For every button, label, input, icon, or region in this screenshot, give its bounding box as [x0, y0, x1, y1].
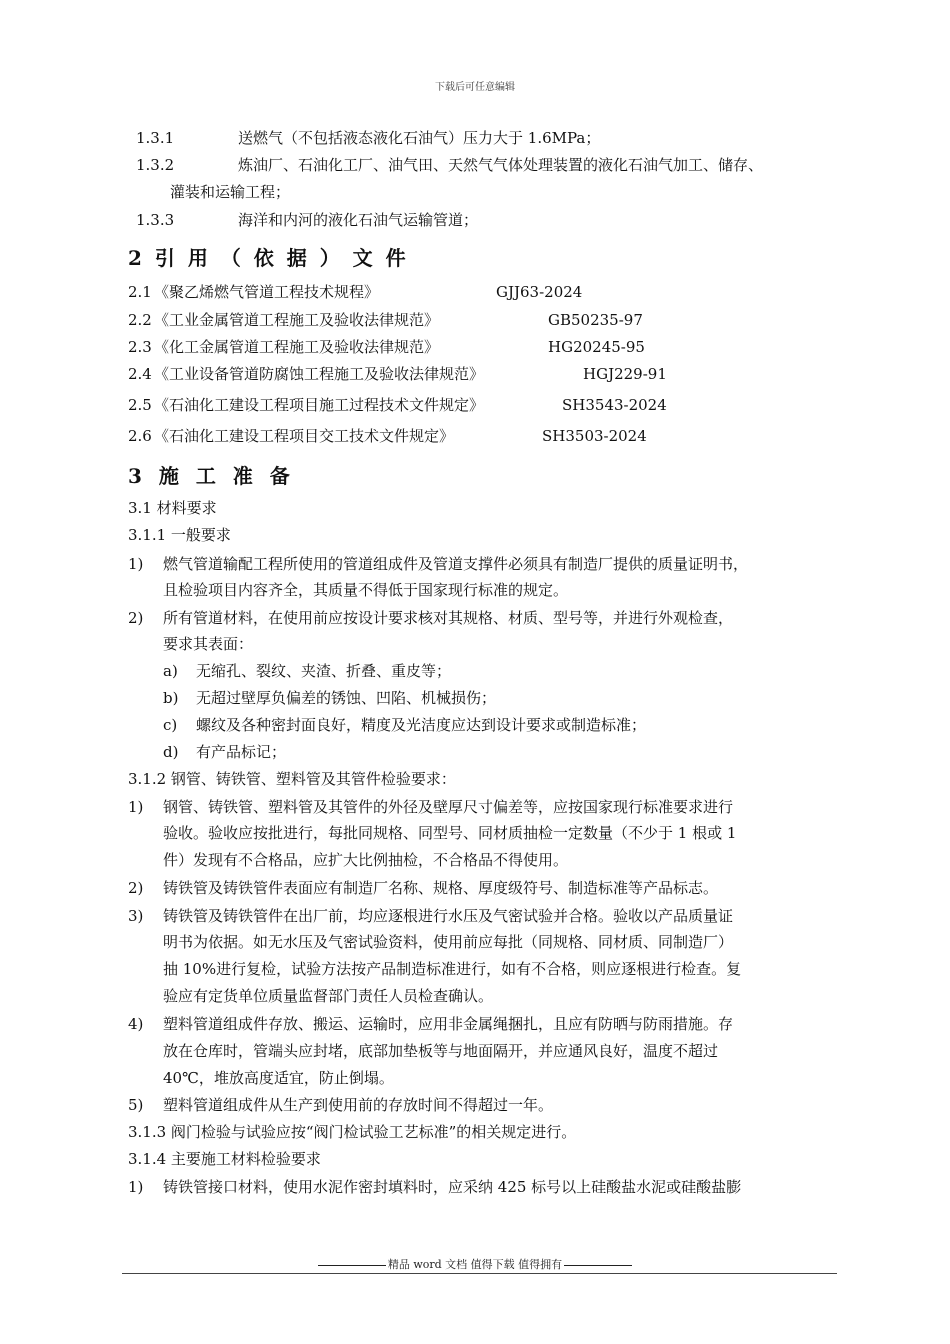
clause-text: 海洋和内河的液化石油气运输管道；	[238, 211, 479, 229]
sub-list-text: 有产品标记；	[196, 743, 287, 761]
reference-title: 《工业设备管道防腐蚀工程施工及验收法律规范》	[154, 365, 485, 383]
subsection-3-1-3: 3.1.3 阀门检验与试验应按“阀门检试验工艺标准”的相关规定进行。	[128, 1123, 577, 1141]
footer-dash-left	[318, 1265, 386, 1266]
list-number: 3)	[128, 907, 144, 925]
sub-list-letter: a)	[163, 662, 178, 680]
reference-code: GJJ63-2024	[496, 283, 583, 301]
paragraph-line: 抽 10%进行复检，试验方法按产品制造标准进行，如有不合格，则应逐根进行检查。复	[163, 960, 742, 978]
list-number: 1)	[128, 798, 144, 816]
paragraph-line: 明书为依据。如无水压及气密试验资料，使用前应每批（同规格、同材质、同制造厂）	[163, 933, 734, 951]
clause-1-3-1	[136, 128, 601, 148]
subsection-3-1: 3.1 材料要求	[128, 499, 217, 517]
paragraph-line: 放在仓库时，管端头应封堵，底部加垫板等与地面隔开，并应通风良好，温度不超过	[163, 1042, 719, 1060]
list-number: 1)	[128, 1178, 144, 1196]
footer-text: 精品 word 文档 值得下载 值得拥有	[387, 1258, 563, 1271]
list-number: 2)	[128, 609, 144, 627]
reference-item	[128, 282, 583, 302]
clause-number: 1.3.2	[136, 156, 175, 174]
footer-divider	[122, 1273, 837, 1274]
reference-code: SH3503-2024	[542, 427, 647, 445]
sub-list-text: 无超过壁厚负偏差的锈蚀、凹陷、机械损伤；	[196, 689, 497, 707]
reference-item	[128, 395, 667, 415]
clause-1-3-2	[136, 155, 764, 175]
paragraph-line: 且检验项目内容齐全，其质量不得低于国家现行标准的规定。	[163, 581, 569, 599]
reference-number: 2.3	[128, 338, 152, 356]
paragraph-line: 验收。验收应按批进行，每批同规格、同型号、同材质抽检一定数量（不少于 1 根或 1	[163, 824, 737, 842]
list-number: 2)	[128, 879, 144, 897]
clause-text: 送燃气（不包括液态液化石油气）压力大于 1.6MPa；	[238, 129, 601, 147]
paragraph-line: 塑料管道组成件存放、搬运、运输时，应用非金属绳捆扎，且应有防晒与防雨措施。存	[163, 1015, 734, 1033]
reference-item	[128, 337, 645, 357]
sub-list-letter: b)	[163, 689, 179, 707]
sub-list-text: 螺纹及各种密封面良好，精度及光洁度应达到设计要求或制造标准；	[196, 716, 647, 734]
paragraph-line: 铸铁管及铸铁管件在出厂前，均应逐根进行水压及气密试验并合格。验收以产品质量证	[163, 907, 734, 925]
reference-code: HG20245-95	[548, 338, 645, 356]
list-number: 4)	[128, 1015, 144, 1033]
reference-code: GB50235-97	[548, 311, 643, 329]
reference-item	[128, 426, 647, 446]
reference-number: 2.2	[128, 311, 152, 329]
subsection-3-1-1: 3.1.1 一般要求	[128, 526, 231, 544]
clause-text: 炼油厂、石油化工厂、油气田、天然气气体处理装置的液化石油气加工、储存、	[238, 156, 764, 174]
sub-list-item	[163, 688, 497, 708]
paragraph-line: 燃气管道输配工程所使用的管道组成件及管道支撑件必须具有制造厂提供的质量证明书，	[163, 555, 749, 573]
paragraph-line: 铸铁管接口材料，使用水泥作密封填料时，应采纳 425 标号以上硅酸盐水泥或硅酸盐膨	[163, 1178, 742, 1196]
reference-number: 2.4	[128, 365, 152, 383]
list-number: 1)	[128, 555, 144, 573]
reference-number: 2.6	[128, 427, 152, 445]
clause-number: 1.3.3	[136, 211, 175, 229]
clause-1-3-3	[136, 210, 479, 230]
clause-1-3-2-continuation: 灌装和运输工程；	[170, 183, 291, 201]
reference-number: 2.1	[128, 283, 152, 301]
reference-code: HGJ229-91	[583, 365, 667, 383]
section-2-heading: 2 引 用 （ 依 据 ） 文 件	[128, 246, 406, 270]
footer-dash-right	[564, 1265, 632, 1266]
sub-list-letter: d)	[163, 743, 179, 761]
page-header: 下载后可任意编辑	[435, 82, 515, 93]
paragraph-line: 所有管道材料，在使用前应按设计要求核对其规格、材质、型号等，并进行外观检查，	[163, 609, 734, 627]
paragraph-line: 铸铁管及铸铁管件表面应有制造厂名称、规格、厚度级符号、制造标准等产品标志。	[163, 879, 719, 897]
paragraph-line: 40℃，堆放高度适宜，防止倒塌。	[163, 1069, 394, 1087]
paragraph-line: 钢管、铸铁管、塑料管及其管件的外径及壁厚尺寸偏差等，应按国家现行标准要求进行	[163, 798, 734, 816]
reference-number: 2.5	[128, 396, 152, 414]
paragraph-line: 验应有定货单位质量监督部门责任人员检查确认。	[163, 987, 494, 1005]
sub-list-item	[163, 742, 287, 762]
sub-list-letter: c)	[163, 716, 178, 734]
subsection-3-1-4: 3.1.4 主要施工材料检验要求	[128, 1150, 321, 1168]
reference-item	[128, 364, 667, 384]
reference-code: SH3543-2024	[562, 396, 667, 414]
section-3-heading: 3 施 工 准 备	[128, 464, 290, 488]
reference-title: 《聚乙烯燃气管道工程技术规程》	[154, 283, 380, 301]
sub-list-item	[163, 661, 452, 681]
paragraph-line: 塑料管道组成件从生产到使用前的存放时间不得超过一年。	[163, 1096, 554, 1114]
page-footer	[0, 1256, 950, 1272]
sub-list-text: 无缩孔、裂纹、夹渣、折叠、重皮等；	[196, 662, 452, 680]
paragraph-line: 件）发现有不合格品，应扩大比例抽检，不合格品不得使用。	[163, 851, 569, 869]
reference-title: 《石油化工建设工程项目交工技术文件规定》	[154, 427, 455, 445]
reference-title: 《工业金属管道工程施工及验收法律规范》	[154, 311, 440, 329]
list-number: 5)	[128, 1096, 144, 1114]
reference-title: 《石油化工建设工程项目施工过程技术文件规定》	[154, 396, 485, 414]
subsection-3-1-2: 3.1.2 钢管、铸铁管、塑料管及其管件检验要求：	[128, 770, 456, 788]
reference-title: 《化工金属管道工程施工及验收法律规范》	[154, 338, 440, 356]
reference-item	[128, 310, 643, 330]
paragraph-line: 要求其表面：	[163, 635, 254, 653]
sub-list-item	[163, 715, 647, 735]
clause-number: 1.3.1	[136, 129, 175, 147]
